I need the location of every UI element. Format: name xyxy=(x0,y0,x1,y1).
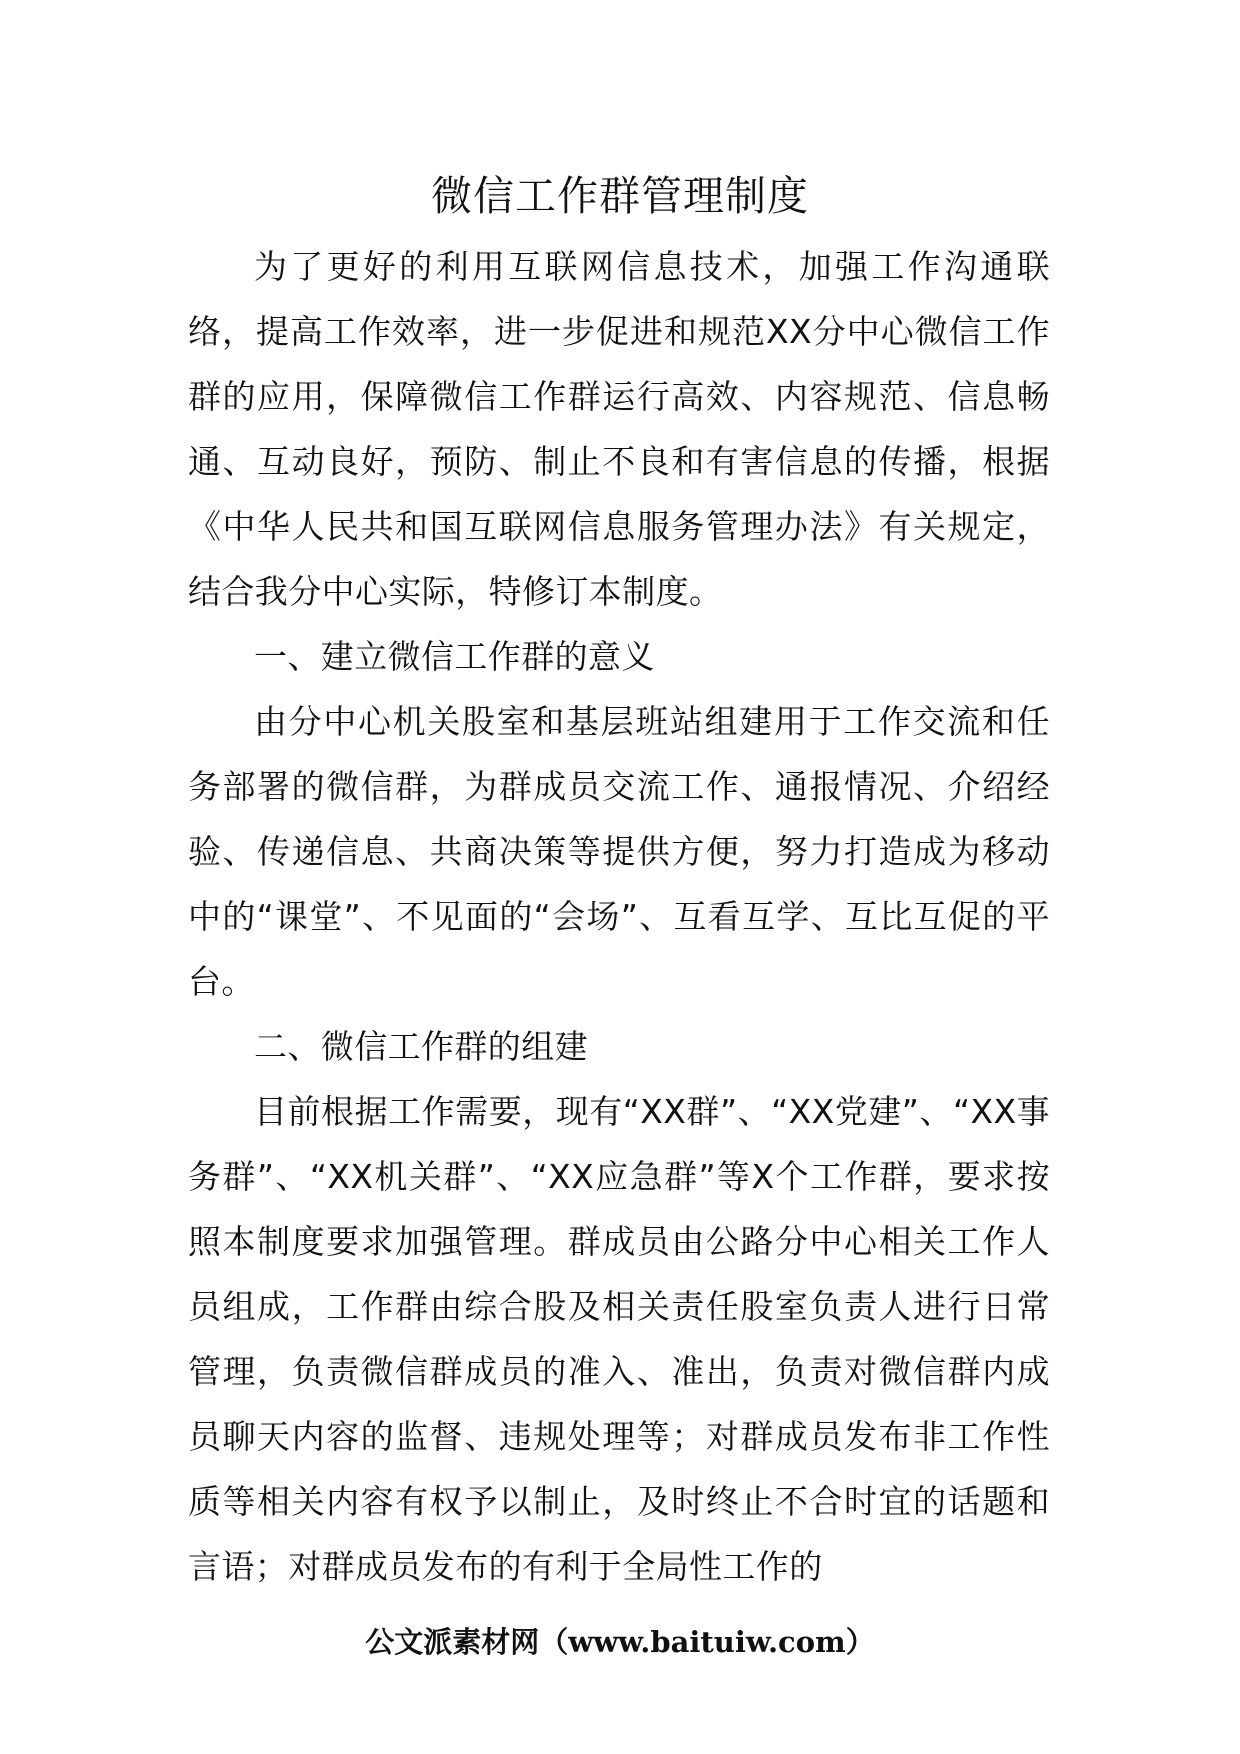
section-paragraph-1: 由分中心机关股室和基层班站组建用于工作交流和任务部署的微信群，为群成员交流工作、通报情况、介绍经验、传递信息、共商决策等提供方便，努力打造成为移动中的“课堂”、不见面的“会场”、互看互学、互比互促的平台。 xyxy=(188,702,1050,1001)
section-heading-2: 二、微信工作群的组建 xyxy=(254,1027,588,1066)
document-body xyxy=(188,234,1050,1599)
intro-paragraph: 为了更好的利用互联网信息技术，加强工作沟通联络，提高工作效率，进一步促进和规范XX分中心微信工作群的应用，保障微信工作群运行高效、内容规范、信息畅通、互动良好，预防、制止不良和有害信息的传播，根据《中华人民共和国互联网信息服务管理办法》有关规定，结合我分中心实际，特修订本制度。 xyxy=(188,247,1050,611)
section-heading-1: 一、建立微信工作群的意义 xyxy=(254,637,655,676)
section-paragraph-2: 目前根据工作需要，现有“XX群”、“XX党建”、“XX事务群”、“XX机关群”、“XX应急群”等X个工作群，要求按照本制度要求加强管理。群成员由公路分中心相关工作人员组成，工作群由综合股及相关责任股室负责人进行日常管理，负责微信群成员的准入、准出，负责对微信群内成员聊天内容的监督、违规处理等；对群成员发布非工作性质等相关内容有权予以制止，及时终止不合时宜的话题和言语；对群成员发布的有利于全局性工作的 xyxy=(188,1092,1050,1586)
document-title: 微信工作群管理制度 xyxy=(431,172,809,220)
footer-watermark: 公文派素材网（www.baituiw.com） xyxy=(365,1625,875,1659)
